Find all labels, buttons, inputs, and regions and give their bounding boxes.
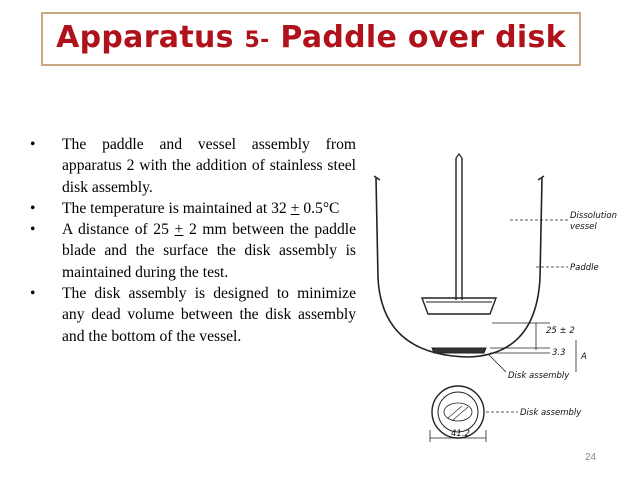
- label-vessel-1: Dissolution: [570, 211, 617, 221]
- bullet-dot: •: [30, 199, 36, 217]
- disk-assembly-shape: [432, 348, 486, 353]
- label-paddle: Paddle: [570, 263, 599, 273]
- label-diameter: 41.2: [451, 429, 470, 439]
- vessel-outline: [376, 178, 542, 357]
- hatch: [448, 406, 462, 418]
- bullet-item: [30, 134, 356, 198]
- bullet-dot: •: [30, 221, 36, 239]
- label-disk-top: Disk assembly: [520, 408, 582, 418]
- vessel-rim: [374, 176, 544, 180]
- page-number: 24: [585, 452, 597, 463]
- label-vessel-2: vessel: [570, 222, 597, 232]
- label-thickness: 3.3: [552, 348, 566, 358]
- bullet-item: [30, 219, 356, 283]
- leader-line: [488, 354, 506, 372]
- label-distance: 25 ± 2: [546, 326, 575, 336]
- label-axis: A: [581, 352, 587, 362]
- bullet-dot: •: [30, 285, 36, 303]
- bullet-text-pre: A distance of 25: [62, 221, 175, 239]
- bullet-list: [30, 134, 356, 347]
- bullet-text-post: 0.5°C: [299, 199, 340, 217]
- bullet-text-post: 2 mm between the paddle blade and the surface the disk assembly is maintained during the test.: [62, 221, 357, 281]
- title-rest: Paddle over disk: [280, 20, 566, 55]
- label-disk-side: Disk assembly: [508, 371, 570, 381]
- paddle-blade: [422, 298, 496, 314]
- slide-title: [43, 20, 579, 55]
- bullet-dot: •: [30, 136, 36, 153]
- title-number: 5-: [244, 28, 270, 53]
- bullet-text: The disk assembly is designed to minimize any dead volume between the disk assembly and the bottom of the vessel.: [62, 285, 356, 345]
- title-box: [41, 12, 581, 66]
- bullet-item: [30, 283, 356, 347]
- apparatus-diagram: [360, 150, 620, 445]
- title-main: Apparatus: [56, 20, 234, 55]
- bullet-text: The paddle and vessel assembly from apparatus 2 with the addition of stainless steel disk assembly.: [62, 136, 356, 196]
- hatch: [453, 407, 468, 420]
- plus-minus-sign: +: [290, 199, 300, 217]
- disk-top-hatch: [444, 403, 472, 421]
- bullet-text-pre: The temperature is maintained at 32: [62, 199, 291, 217]
- plus-minus-sign: +: [174, 221, 184, 239]
- bullet-item: [30, 198, 356, 219]
- shaft-tip: [456, 154, 462, 158]
